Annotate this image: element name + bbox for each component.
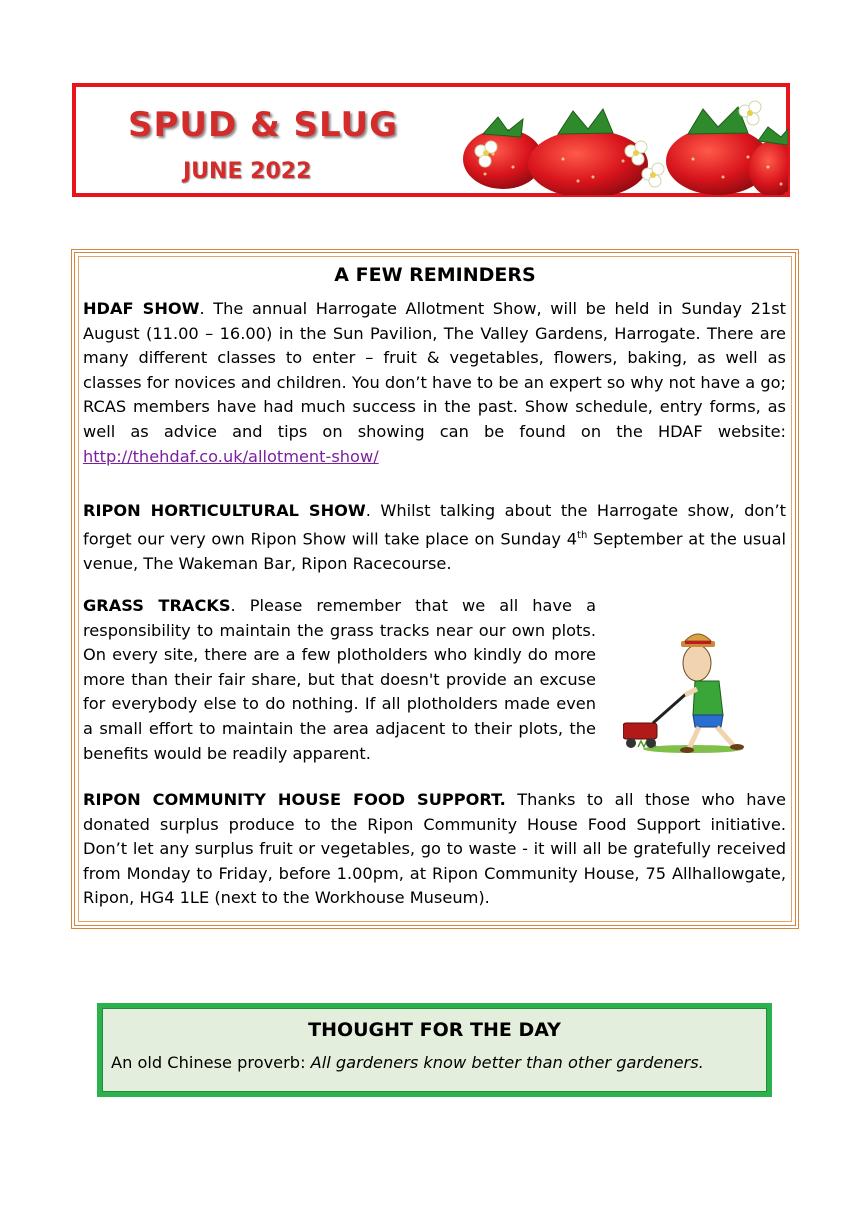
ripon-show-paragraph bbox=[83, 499, 786, 576]
newsletter-issue-date: JUNE 2022 bbox=[183, 159, 312, 184]
thought-for-the-day-section bbox=[97, 1003, 772, 1097]
hdaf-website-link[interactable]: http://thehdaf.co.uk/allotment-show/ bbox=[83, 446, 379, 466]
food-support-paragraph bbox=[83, 788, 786, 911]
reminders-section bbox=[71, 249, 799, 929]
grass-tracks-text: . Please remember that we all have a responsibility to maintain the grass tracks near our own plots. On every site, there are a few plotholders who kindly do more more than their fair share, but that doesn't provide an excuse for everybody else to do nothing. If all plotholders made even a small effort to maintain the area adjacent to their plots, the benefits would be readily apparent. bbox=[83, 596, 596, 763]
thought-inner-panel bbox=[102, 1008, 767, 1092]
food-support-text: Thanks to all those who have donated surplus produce to the Ripon Community House Food Support initiative. Don’t let any surplus fruit or vegetables, go to waste - it will all be gratefully received from Monday to Friday, before 1.00pm, at Ripon Community House, 75 Allhallowgate, Ripon, HG4 1LE (next to the Workhouse Museum). bbox=[83, 790, 786, 908]
masthead bbox=[72, 83, 790, 197]
hdaf-show-paragraph bbox=[83, 297, 786, 469]
newsletter-title: SPUD & SLUG bbox=[128, 105, 399, 145]
grass-tracks-paragraph bbox=[83, 594, 596, 766]
ripon-show-text-after: September at the usual venue, The Wakeman Bar, Ripon Racecourse. bbox=[83, 528, 786, 573]
grass-tracks-label: GRASS TRACKS bbox=[83, 596, 231, 615]
ripon-show-text-before: . Whilst talking about the Harrogate show, don’t forget our very own Ripon Show will take place on Sunday 4 bbox=[83, 501, 787, 548]
strawberries-illustration bbox=[463, 89, 788, 195]
thought-quote: All gardeners know better than other gardeners. bbox=[310, 1053, 704, 1072]
reminders-heading: A FEW REMINDERS bbox=[334, 264, 536, 286]
ripon-show-date-suffix: th bbox=[577, 529, 588, 541]
hdaf-show-text: . The annual Harrogate Allotment Show, will be held in Sunday 21st August (11.00 – 16.00) in the Sun Pavilion, The Valley Gardens, Harrogate. There are many different classes to enter – fruit & vegetables, flowers, baking, as well as classes for novices and children. You don’t have to be an expert so why not have a go; RCAS members have had much success in the past. Show schedule, entry forms, as well as advice and tips on showing can be found on the HDAF website: bbox=[83, 299, 787, 441]
thought-text bbox=[111, 1053, 704, 1072]
thought-heading: THOUGHT FOR THE DAY bbox=[308, 1019, 561, 1041]
lawn-mower-man-illustration bbox=[623, 619, 745, 755]
thought-intro: An old Chinese proverb: bbox=[111, 1053, 311, 1072]
ripon-show-label: RIPON HORTICULTURAL SHOW bbox=[83, 501, 366, 520]
food-support-label: RIPON COMMUNITY HOUSE FOOD SUPPORT. bbox=[83, 790, 506, 809]
hdaf-show-label: HDAF SHOW bbox=[83, 299, 200, 318]
